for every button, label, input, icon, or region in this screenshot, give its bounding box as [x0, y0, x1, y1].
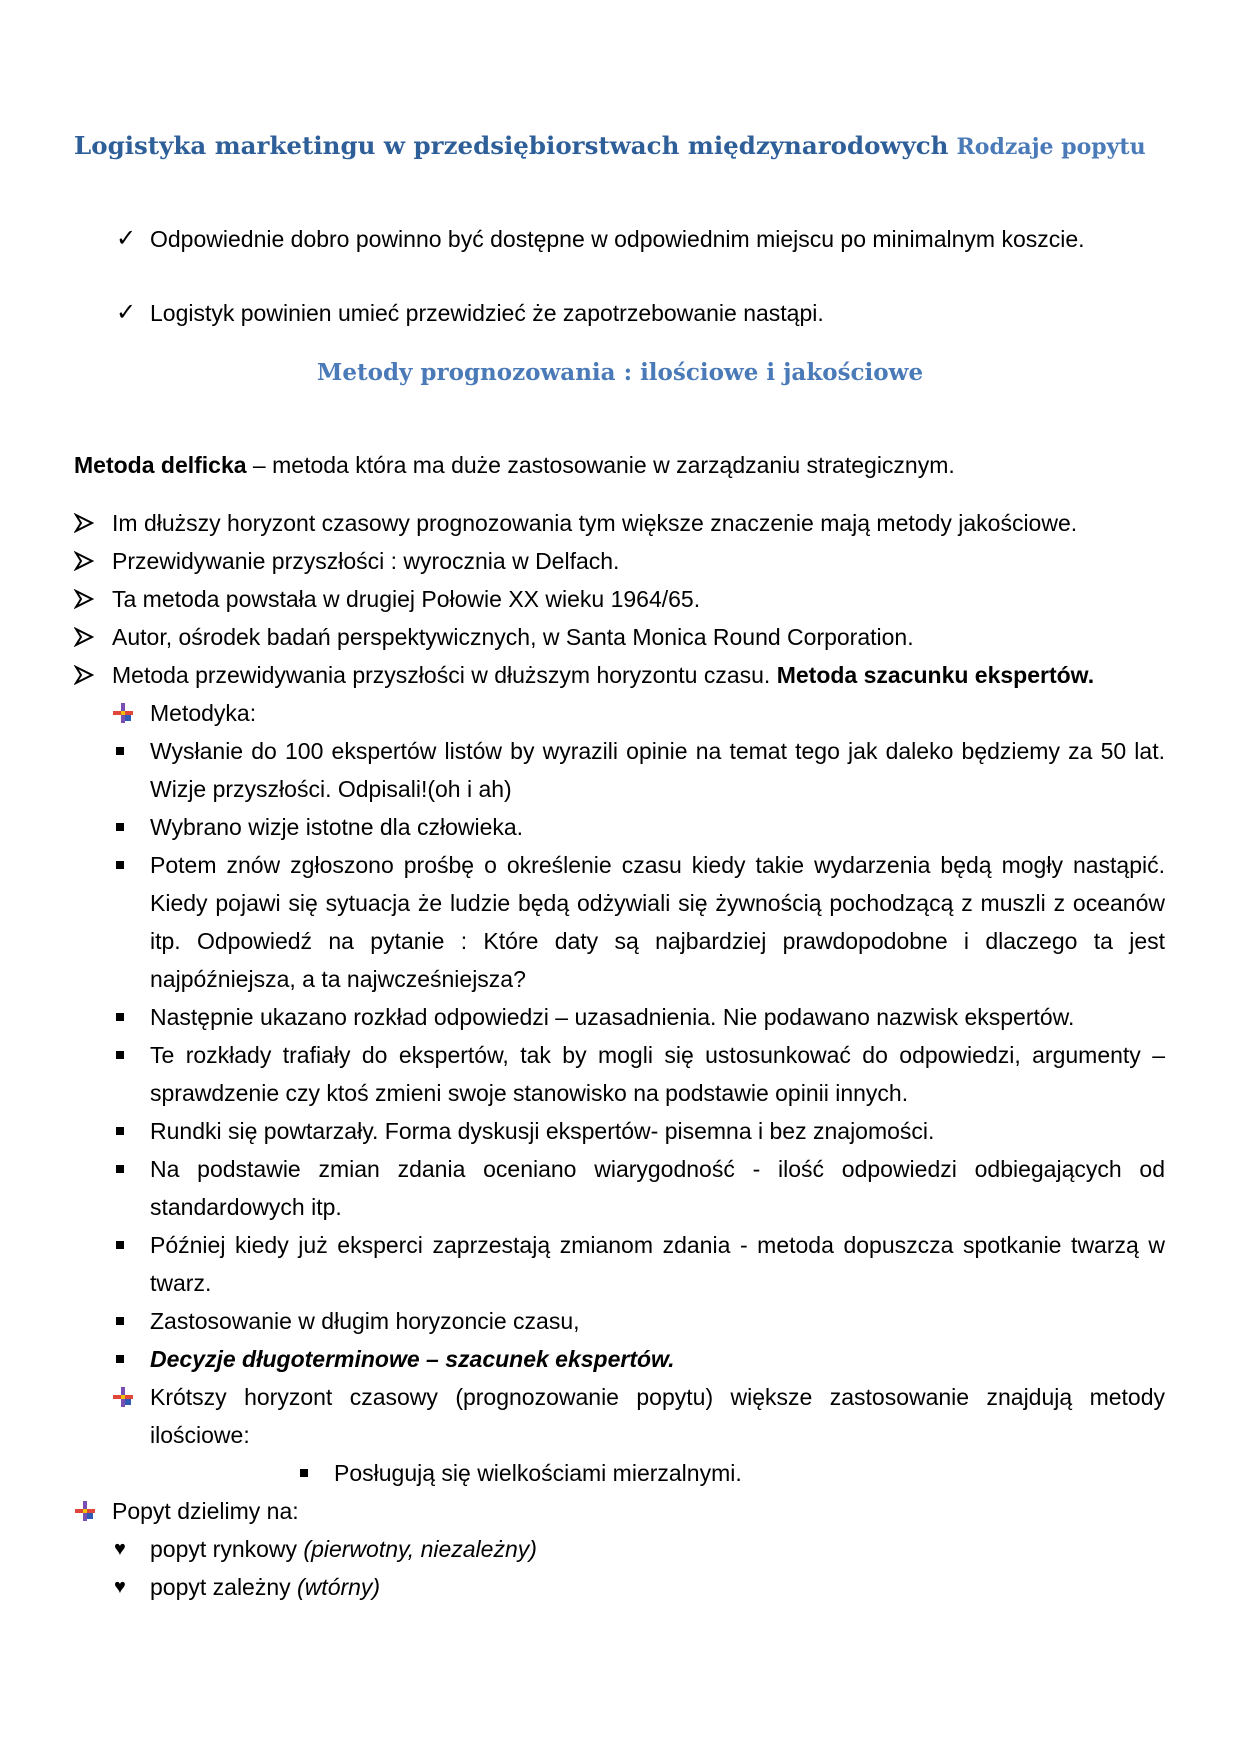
arrow-item: [74, 542, 1164, 580]
metodyka-label: Metodyka:: [150, 700, 257, 726]
arrow-item-text: Autor, ośrodek badań perspektywicznych, w Santa Monica Round Corporation.: [112, 624, 914, 650]
square-bullet-icon: [300, 1469, 308, 1477]
arrow-bullet-icon: [74, 580, 94, 618]
square-bullet-icon: [116, 1127, 124, 1135]
section-title: Metody prognozowania : ilościowe i jakościowe: [316, 359, 924, 386]
checkmark-icon: ✓: [116, 225, 137, 252]
square-bullet-icon: [116, 823, 124, 831]
demand-type-name: popyt rynkowy: [150, 1536, 304, 1562]
arrow-item-text: Im dłuższy horyzont czasowy prognozowania tym większe znaczenie mają metody jakościowe.: [112, 510, 1078, 536]
arrow-bullet-icon: [74, 618, 94, 656]
arrow-item-plain: Metoda przewidywania przyszłości w dłuższym horyzontu czasu.: [112, 662, 777, 688]
plus-bullet-icon: [112, 694, 134, 732]
metodyka-item: [110, 1036, 1165, 1112]
arrow-item-text: Przewidywanie przyszłości : wyrocznia w Delfach.: [112, 548, 620, 574]
square-bullet-icon: [116, 1013, 124, 1021]
short-horizon-text: Krótszy horyzont czasowy (prognozowanie popytu) większe zastosowanie znajdują metody ilościowe:: [150, 1384, 1165, 1448]
arrow-item-bold: Metoda szacunku ekspertów.: [776, 662, 1095, 688]
metodyka-item: [110, 998, 1165, 1036]
check-item-text: Odpowiednie dobro powinno być dostępne w odpowiednim miejscu po minimalnym koszcie.: [150, 226, 1085, 252]
demand-heading: [74, 1492, 1164, 1530]
check-item-text: Logistyk powinien umieć przewidzieć że zapotrzebowanie nastąpi.: [150, 300, 824, 326]
demand-type-item: [110, 1530, 1165, 1568]
arrow-item-text: [112, 656, 1094, 694]
arrow-bullet-icon: [74, 656, 94, 694]
metodyka-item-text: Zastosowanie w długim horyzoncie czasu,: [150, 1308, 580, 1334]
short-horizon-subitem-text: Posługują się wielkościami mierzalnymi.: [334, 1460, 742, 1486]
demand-type-note: (wtórny): [297, 1574, 381, 1600]
metodyka-item-text: Te rozkłady trafiały do ekspertów, tak by mogli się ustosunkować do odpowiedzi, argumenty – sprawdzenie czy ktoś zmieni swoje stanowisko na podstawie opinii innych.: [150, 1042, 1165, 1106]
document-title: [74, 128, 1174, 165]
plus-bullet-icon: [112, 1378, 134, 1416]
demand-type-text: [150, 1530, 537, 1568]
title-inline-subtitle: Rodzaje popytu: [956, 134, 1146, 160]
checkmark-icon: ✓: [116, 299, 137, 326]
square-bullet-icon: [116, 1317, 124, 1325]
square-bullet-icon: [116, 747, 124, 755]
metodyka-emphasis-text: Decyzje długoterminowe – szacunek ekspertów.: [150, 1346, 675, 1372]
metodyka-item: [110, 846, 1165, 998]
heart-bullet-icon: ♥: [114, 1538, 126, 1560]
arrow-item: [74, 504, 1164, 542]
metodyka-item: [110, 1226, 1165, 1302]
metodyka-item: [110, 1302, 1165, 1340]
title-main: Logistyka marketingu w przedsiębiorstwach międzynarodowych: [74, 131, 949, 160]
metodyka-heading: [110, 694, 1165, 732]
metodyka-item-emphasis: [110, 1340, 1165, 1378]
demand-label: Popyt dzielimy na:: [112, 1498, 299, 1524]
square-bullet-icon: [116, 1165, 124, 1173]
metodyka-item: [110, 1112, 1165, 1150]
square-bullet-icon: [116, 1241, 124, 1249]
square-bullet-icon: [116, 861, 124, 869]
short-horizon-subitem: [294, 1454, 994, 1492]
metodyka-item-text: Rundki się powtarzały. Forma dyskusji ekspertów- pisemna i bez znajomości.: [150, 1118, 935, 1144]
heart-bullet-icon: ♥: [114, 1576, 126, 1598]
arrow-item-text: Ta metoda powstała w drugiej Połowie XX wieku 1964/65.: [112, 586, 701, 612]
demand-type-text: [150, 1568, 380, 1606]
plus-bullet-icon: [74, 1492, 96, 1530]
demand-type-item: [110, 1568, 1165, 1606]
metodyka-item-text: Następnie ukazano rozkład odpowiedzi – uzasadnienia. Nie podawano nazwisk ekspertów.: [150, 1004, 1075, 1030]
demand-type-note: (pierwotny, niezależny): [303, 1536, 537, 1562]
delphi-definition-text: – metoda która ma duże zastosowanie w zarządzaniu strategicznym.: [246, 452, 955, 478]
square-bullet-icon: [116, 1355, 124, 1363]
square-bullet-icon: [116, 1051, 124, 1059]
arrow-item: [74, 618, 1164, 656]
arrow-item: [74, 656, 1164, 694]
demand-type-name: popyt zależny: [150, 1574, 298, 1600]
check-item-1: [110, 220, 1165, 296]
metodyka-item-text: Na podstawie zmian zdania oceniano wiarygodność - ilość odpowiedzi odbiegających od standardowych itp.: [150, 1156, 1165, 1220]
metodyka-item-text: Potem znów zgłoszono prośbę o określenie czasu kiedy takie wydarzenia będą mogły nastąpić. Kiedy pojawi się sytuacja że ludzie będą odżywiali się żywnością pochodzącą z muszli z oceanów itp. Odpowiedź na pytanie : Które daty są najbardziej prawdopodobne i dlaczego ta jest najpóźniejsza, a ta najwcześniejsza?: [150, 852, 1165, 992]
metodyka-item-text: Wybrano wizje istotne dla człowieka.: [150, 814, 524, 840]
delphi-definition: [74, 446, 955, 484]
short-horizon-item: [110, 1378, 1165, 1454]
arrow-bullet-icon: [74, 504, 94, 542]
metodyka-item: [110, 732, 1165, 808]
check-item-2: [110, 294, 1165, 332]
metodyka-item-text: Wysłanie do 100 ekspertów listów by wyrazili opinie na temat tego jak daleko będziemy za 50 lat. Wizje przyszłości. Odpisali!(oh i ah): [150, 738, 1165, 802]
arrow-item: [74, 580, 1164, 618]
metodyka-item: [110, 808, 1165, 846]
arrow-bullet-icon: [74, 542, 94, 580]
delphi-term: Metoda delficka: [74, 452, 247, 478]
metodyka-item: [110, 1150, 1165, 1226]
metodyka-item-text: Później kiedy już eksperci zaprzestają zmianom zdania - metoda dopuszcza spotkanie twarzą w twarz.: [150, 1232, 1165, 1296]
